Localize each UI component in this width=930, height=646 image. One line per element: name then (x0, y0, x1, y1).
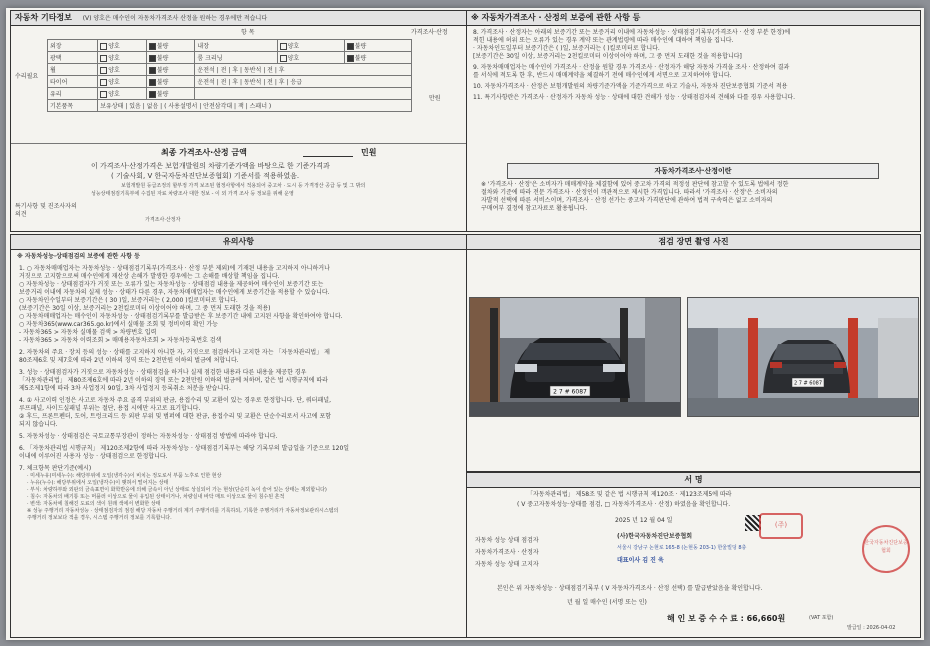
inspector-label: 자동차 성능 상태 점검자 (475, 537, 539, 544)
price-guarantee-header: ※ 자동차가격조사 · 산정의 보증에 관한 사항 등 (467, 11, 920, 26)
car-info-title: 자동차 기타정보 (15, 13, 72, 22)
notifier-label: 자동차 성능 상태 고지자 (475, 561, 539, 568)
row-name: 유리 (48, 88, 98, 100)
company-address: 서울시 강남구 논현로 165-8 (논현동 203-1) 한울빌딩 8층 (617, 545, 747, 551)
plate-text-right: 2 7 # 6087 (793, 380, 823, 387)
price-col-header: 가격조사·산정 (411, 29, 448, 36)
plate-text-left: 2 7 # 6087 (553, 388, 587, 396)
appraiser-label: 자동차가격조사 · 산정자 (475, 549, 539, 556)
note-line-1: 보험개발원 등급조정의 할부정 가격 보조된 협정사항에서 적용되어 중고차 · 도시 등 가격정산 공급 등 및 그 밖의 (121, 183, 366, 189)
table-row: 휠 양호 불량 운전석 | 전 | 후 | 동반석 | 전 | 후 (48, 64, 412, 76)
car-other-info-section (10, 10, 467, 232)
fee-note: (VAT 포함) (809, 615, 834, 621)
final-price-unit: 민원 (361, 148, 377, 157)
basis-text-2: ( 기술사회, V 한국자동차진단보증협회) 기준서를 적용하였음. (111, 172, 300, 180)
row-name: 광택 (48, 52, 98, 64)
wheel-positions: 운전석 | 전 | 후 | 동반석 | 전 | 후 (195, 64, 412, 76)
photos-header: 점검 장면 촬영 사진 (467, 235, 920, 250)
inspection-form (6, 8, 924, 640)
notes-subtitle: ※ 자동차성능·상태점검의 보증에 관한 사항 등 (17, 253, 140, 260)
buyer-row: 년 월 일 매수인 (서명 또는 인) (567, 599, 647, 606)
fee-text: 해 인 보 증 수 수 료 : 66,660원 (667, 614, 786, 623)
table-row: 유리 양호 불량 (48, 88, 412, 100)
table-row (48, 100, 412, 112)
car-info-subtitle: (V) 양호은 매수인이 자동차가격조사 산정을 원하는 경우에만 적습니다 (82, 15, 268, 22)
receive-text: 본인은 위 자동차성능 · 상태점검기록부 ( V 자동차가격조사 · 산정 선택) 를 발급받았음을 확인합니다. (497, 585, 763, 592)
tire-positions: 운전석 | 전 | 후 | 동반석 | 전 | 후 | 응급 (195, 76, 412, 88)
final-price-label: 최종 가격조사·산정 금액 (161, 148, 247, 157)
row-name: 타이어 (48, 76, 98, 88)
definition-title: 자동차가격조사·산정이란 (507, 163, 879, 179)
note-line-2: 성능상태점검기록부에 수집된 자료 차량조사 대한 정보 - 이 외 가격 조사 등 정보를 위해 운영 (91, 191, 294, 197)
table-row: 타이어 양호 불량 운전석 | 전 | 후 | 동반석 | 전 | 후 | 응급 (48, 76, 412, 88)
signature-header: 서 명 (467, 473, 920, 488)
unit-label: 만원 (429, 95, 441, 102)
ceo-name: 대표이사 김 진 욱 (617, 557, 664, 564)
rear-inspection-photo (687, 297, 919, 417)
check-text: ( V 중고자동차성능·상태를 점검, □ 자동차가격조사 · 산정) 하였음을 확인합니다. (517, 501, 731, 508)
law-text: 「자동차관리법」 제58조 및 같은 법 시행규칙 제120조 · 제123조제5에 따라 (527, 491, 732, 498)
repair-needed-label: 수리필요 (15, 73, 39, 80)
photos-section (466, 234, 921, 472)
basic-items: 보유상태 | 있음 | 없음 | ( 사용설명서 | 안전삼각대 | 잭 | 스패너 ) (98, 100, 412, 112)
special-notes-label: 특기사항 및 진조사자의 의견 (15, 203, 77, 218)
price-person-label: 가격조사·산정자 (145, 217, 181, 223)
row-name: 외장 (48, 40, 98, 52)
car-info-header (11, 11, 466, 26)
sign-date: 2025 년 12 월 04 일 (615, 517, 673, 524)
company-name: (사)한국자동차진단보증협회 (617, 533, 693, 540)
notes-section: 유의사항 ※ 자동차성능·상태점검의 보증에 관한 사항 등 1. ○ 자동차매매업자는 자동차성능 · 상태점검기록부(가격조사 · 산정 부분 제외)에 기재된 내용을 고지하지 아니하거나 거짓으로 고지함으로써 매수인에게 재산상 손해가 발생한 경우에는 그 손해를 배상할 책임을 집니다. ○ 자동차성능 · 상태점검자가 거짓 또는 오류가 있는 자동차성능 · 상태점검 내용을 제공하여 매수인이 보증기간 또는 보증거리 이내에 자동차의 실제 성능 · 상태가 다른 경우, 자동차매매업자는 매수인에게 보증기간을 적용할 수 있습니다. ○ 자동차인수일부터 보증기간은 ( 30 )일, 보증거리는 ( 2,000 )킬로미터로 합니다. (보증기간은 30일 이상, 보증거리는 2천킬로미터 이상이어야 하며, 그 중 먼저 도래한 것을 적용) ○ 자동차매매업자는 매수인이 자동차성능 · 상태점검기록부를 발급받은 후 보증기간 내에 고지된 사항을 확인하여야 합니다. ○ 자동차365(www.car365.go.kr)에서 실매물 조회 및 정비이력 확인 가능 - 자동차365 > 자동차 실매물 검색 > 차량번호 입력 - 자동차365 > 자동차 이력조회 > 매매용자동차조회 > 자동차등록번호 검색 2. 자동차의 주요 · 장치 등의 성능 · 상태를 고지하지 아니한 자, 거짓으로 점검하거나 고지한 자는 「자동차관리법」 제 80조제6호 및 제7호에 따라 2년 이하의 징역 또는 2천만원 이하의 벌금에 처합니다. 3. 성능 · 상태점검자가 거짓으로 자동차성능 · 상태점검을 하거나 실제 점검한 내용과 다른 내용을 제공한 경우 「자동차관리법」 제80조제6호에 따라 2년 이하의 징역 또는 2천만원 이하의 벌금에 처하며, 같은 법 시행규칙에 따라 제5조제1항에 따라 3차 사업정지 90일, 3차 사업정지 등록취소 처분을 받습니다. 4. ① 사고이력 인정은 사고로 자동차 주요 골격 부위의 판금, 용접수리 및 교환이 있는 경우로 한정합니다. 단, 쿼터패널, 루프패널, 사이드실패널 부위는 절단, 용접 시에만 사고로 표기합니다. ② 후드, 프론트펜더, 도어, 트렁크리드 등 외판 부위 및 범퍼에 대한 판금, 용접수리 및 교환은 단순수리로서 사고에 포함 되지 않습니다. 5. 자동차성능 · 상태점검은 국토교통부장관이 정하는 자동차성능 · 상태점검 방법에 따라야 합니다. 6. 「자동차관리법 시행규칙」 제120조제2항에 따라 자동차성능 · 상태점검기록부는 해당 기록부의 발급일을 기준으로 120일 이내에 이루어진 사용자 성능 · 상태점검으로 한정합니다. 7. 체크항목 판단기준(예시) · 미세누유(미세누수): 해당부위에 오일(냉각수)이 비치는 정도로서 부품 노후로 인한 현상 · 누유(누수): 해당부위에서 오일(냉각수)이 맺혀서 떨어지는 상태 · 부식: 차량하부와 외판의 금속표면이 화학반응에 의해 금속이 아닌 상태로 상실되어 가는 현상(단순히 녹이 슬어 있는 상태는 제외합니다) · 침수: 자동차의 배기통 또는 머플러 이상으로 물이 유입된 상태이거나, 차량실내 바닥 매트 이상으로 물이 침수된 흔적 · 변색: 자동차에 칠해진 도료의 색이 원래 색에서 변화한 상태 ※ 성능 주행거리 자동차성능 · 상태점검자의 점검 해당 자동차 주행거리 계기 주행거리를 기록하되, 기록한 주행거리가 자동차정보관리시스템의 주행거리 정보보다 적을 경우, 시스템 주행거리 정보를 기록합니다. (10, 234, 467, 638)
row-name: 휠 (48, 64, 98, 76)
repair-table (47, 39, 412, 112)
company-stamp: (주) (759, 513, 803, 539)
notes-header: 유의사항 (11, 235, 466, 250)
table-row: 광택 양호 불량 룸 크리닝 양호 불량 (48, 52, 412, 64)
signature-section (466, 472, 921, 638)
table-row: 외장 양호 불량 내장 양호 불량 (48, 40, 412, 52)
row-name-2: 내장 (195, 40, 277, 52)
price-guarantee-section: ※ 자동차가격조사 · 산정의 보증에 관한 사항 등 8. 가격조사 · 산정자는 아래의 보증기간 또는 보증거리 이내에 자동차성능 · 상태점검기록부(가격조사 · 산정 부분 한정)에 적힌 내용에 허위 또는 오류가 있는 경우 계약 또는 관계법령에 따라 매수인에 대하여 책임을 집니다. · 자동차인도일부터 보증기간은 ( )일, 보증거리는 ( )킬로미터로 합니다. [보증기간은 30일 이상, 보증거리는 2천킬로미터 이상이어야 하며, 그 중 먼저 도래한 것을 적용합니다] 9. 자동차매매업자는 매수인이 가격조사 · 산정을 원할 경우 가격조사 · 산정자가 해당 자동차 가격을 조사 · 산정하여 결과 를 서식에 적도록 한 후, 반드시 매매계약을 체결하기 전에 매수인에게 서면으로 고지하여야 합니다. 10. 자동차가격조사 · 산정은 보험개발원의 차량기준가액을 기준가격으로 하고 기술사, 자동차 진단보증협회 기준서 적용 11. 특기사항란은 가격조사 · 산정자가 자동차 성능 · 상태에 대한 견해가 성능 · 상태점검자의 견해와 다를 경우 사용합니다. 자동차가격조사·산정이란 ※ '가격조사 · 산정'은 소비자가 매매계약을 체결함에 있어 중고차 가격의 적정성 판단에 참고할 수 있도록 법에서 정한 절차와 기준에 따라 전문 가격조사 · 산정인이 객관적으로 제시한 가격입니다. 따라서 '가격조사 · 산정'은 소비자의 자발적 선택에 따른 서비스이며, 가격조사 · 산정 선가는 중고차 가격판단에 관하여 법적 구속력은 없고 소비자의 구매여부 결정에 참고자료로 활용됩니다. (466, 10, 921, 232)
row-name-2: 룸 크리닝 (195, 52, 277, 64)
front-inspection-photo (469, 297, 681, 417)
item-col-header: 항 목 (241, 29, 255, 36)
issue-date: 발급일 : 2026-04-02 (847, 625, 896, 631)
basis-text: 이 가격조사·산정가격은 보험개발원의 차량기준가액을 바탕으로 한 기준가격과 (91, 162, 330, 170)
basic-items-label: 기본품목 (48, 100, 98, 112)
association-seal: 한국자동차진단보증협회 (862, 525, 910, 573)
